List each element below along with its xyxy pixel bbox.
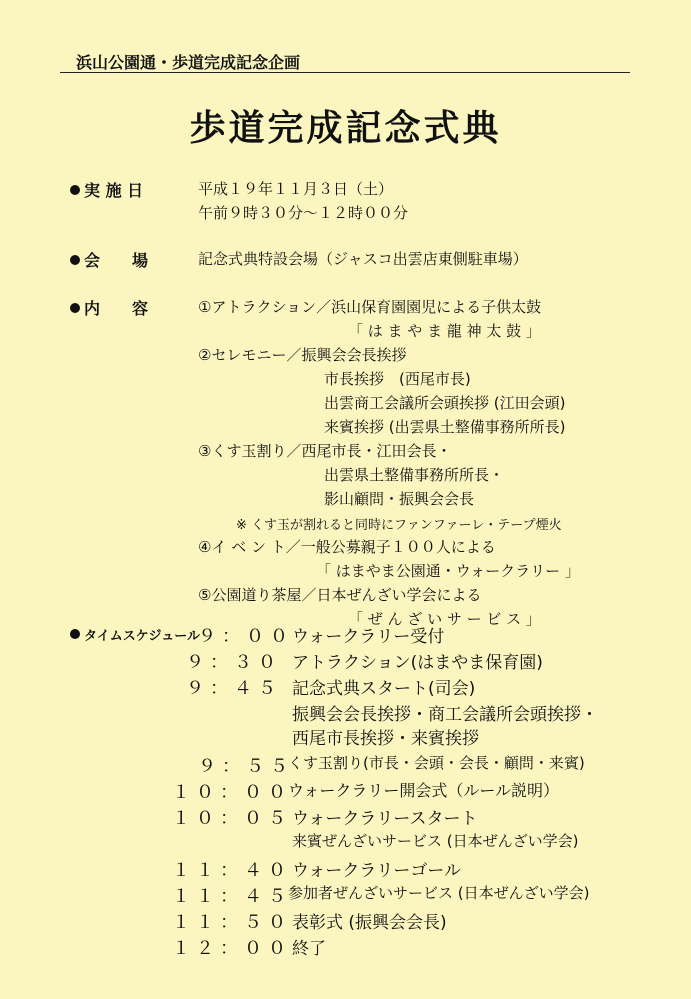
schedule-text: ウォークラリー開会式（ルール説明）: [288, 781, 560, 800]
bullet-icon: [70, 255, 80, 265]
content-line: 市長挨拶 (西尾市長): [324, 370, 471, 388]
content-line: 来賓挨拶 (出雲県土整備事務所所長): [324, 418, 566, 436]
schedule-text: くす玉割り(市長・会頭・会長・顧問・来賓): [288, 754, 585, 772]
content-line: ④イ ベ ン ト／一般公募親子１００人による: [198, 538, 496, 556]
venue-label: 会 場: [70, 248, 148, 271]
schedule-time: １２：００: [172, 938, 292, 959]
content-label: 内 容: [70, 296, 148, 319]
bullet-icon: [70, 185, 80, 195]
schedule-text: 参加者ぜんざいサービス (日本ぜんざい学会): [288, 884, 590, 902]
content-line: ①アトラクション／浜山保育園園児による子供太鼓: [198, 298, 542, 316]
schedule-time: ９：５５: [198, 756, 294, 777]
event-subtitle: 浜山公園通・歩道完成記念企画: [76, 53, 301, 72]
date-line-2: 午前９時３０分～１２時００分: [198, 204, 409, 222]
schedule-label: タイムスケジュール: [70, 625, 200, 644]
schedule-text: ウォークラリーゴール: [292, 861, 461, 881]
schedule-text: 記念式典スタート(司会): [292, 679, 476, 699]
venue-text: 記念式典特設会場（ジャスコ出雲店東側駐車場）: [198, 250, 528, 268]
date-line-1: 平成１９年１１月３日（土）: [198, 180, 394, 198]
schedule-text: ウォークラリースタート: [292, 809, 478, 829]
bullet-icon: [70, 629, 80, 639]
content-line: ②セレモニー／振興会会長挨拶: [198, 346, 407, 364]
content-line: ③くす玉割り／西尾市長・江田会長・: [198, 442, 452, 460]
schedule-time: １０：０５: [172, 808, 292, 829]
date-label: 実 施 日: [70, 178, 143, 201]
content-line: 「 は ま や ま 龍 神 太 鼓 」: [348, 322, 541, 340]
content-note: ※ くす玉が割れると同時にファンファーレ・テープ煙火: [236, 518, 562, 533]
schedule-time: ９：００: [198, 626, 294, 647]
schedule-time: ９：４５: [186, 678, 282, 699]
content-line: ⑤公園道り茶屋／日本ぜんざい学会による: [198, 586, 482, 604]
schedule-text: 西尾市長挨拶・来賓挨拶: [292, 729, 479, 749]
content-line: 「 はまやま公園通・ウォークラリー 」: [316, 562, 580, 580]
schedule-text: ウォークラリー受付: [292, 627, 445, 647]
schedule-time: １１：４０: [172, 860, 292, 881]
schedule-text: 来賓ぜんざいサービス (日本ぜんざい学会): [292, 832, 579, 850]
schedule-text: アトラクション(はまやま保育園): [292, 653, 543, 673]
page-title: 歩道完成記念式典: [189, 108, 502, 149]
content-line: 出雲県土整備事務所所長・: [324, 466, 505, 484]
schedule-time: １０：００: [172, 782, 292, 803]
schedule-time: ９：３０: [186, 652, 282, 673]
schedule-text: 振興会会長挨拶・商工会議所会頭挨拶・: [292, 705, 598, 725]
bullet-icon: [70, 303, 80, 313]
content-line: 出雲商工会議所会頭挨拶 (江田会頭): [324, 394, 566, 412]
schedule-time: １１：５０: [172, 912, 292, 933]
schedule-text: 表彰式 (振興会会長): [292, 913, 447, 933]
content-line: 「 ぜ ん ざ い サ ー ビ ス 」: [348, 610, 541, 628]
schedule-text: 終了: [292, 939, 326, 959]
header-divider: [60, 72, 630, 73]
content-line: 影山顧問・振興会会長: [324, 490, 475, 508]
schedule-time: １１：４５: [172, 886, 292, 907]
